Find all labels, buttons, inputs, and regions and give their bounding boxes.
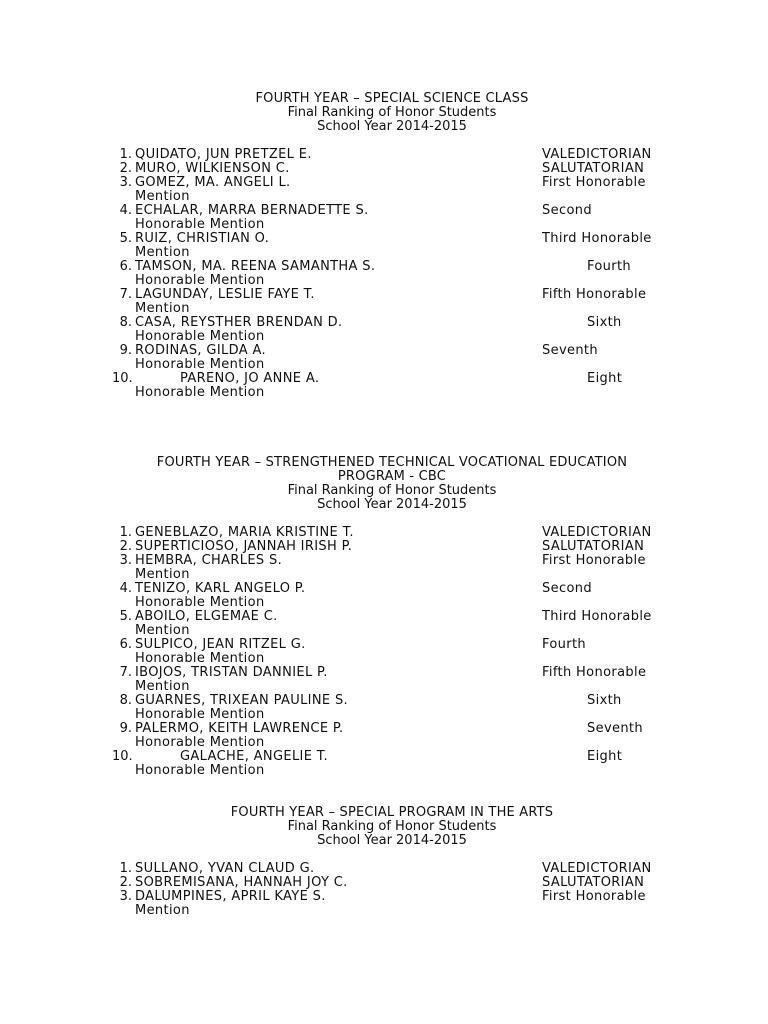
student-name: ECHALAR, MARRA BERNADETTE S. (135, 203, 369, 218)
honor-continuation: Honorable Mention (135, 217, 265, 232)
honor-title: Seventh (587, 721, 643, 736)
list-item (112, 316, 672, 330)
honor-continuation: Mention (135, 301, 190, 316)
rank-number: 2. (119, 875, 132, 890)
honor-title: Fourth (542, 637, 586, 652)
honor-list (112, 526, 672, 778)
list-item (112, 610, 672, 624)
student-name: TENIZO, KARL ANGELO P. (135, 581, 306, 596)
honor-continuation: Honorable Mention (135, 385, 265, 400)
student-name: GENEBLAZO, MARIA KRISTINE T. (135, 525, 354, 540)
honor-title: VALEDICTORIAN (542, 525, 652, 540)
list-item (112, 176, 672, 190)
list-item (112, 666, 672, 680)
section-subtitle: Final Ranking of Honor Students (287, 483, 497, 498)
honor-continuation: Honorable Mention (135, 735, 265, 750)
rank-number: 6. (119, 259, 132, 274)
rank-number: 1. (119, 525, 132, 540)
list-item (112, 540, 672, 554)
student-name: LAGUNDAY, LESLIE FAYE T. (135, 287, 315, 302)
student-name: RODINAS, GILDA A. (135, 343, 266, 358)
honor-title: Eight (587, 749, 623, 764)
honor-continuation: Mention (135, 623, 190, 638)
rank-number: 3. (119, 553, 132, 568)
student-name: SULLANO, YVAN CLAUD G. (135, 861, 315, 876)
list-item (112, 722, 672, 736)
student-name: SOBREMISANA, HANNAH JOY C. (135, 875, 348, 890)
honor-continuation: Honorable Mention (135, 357, 265, 372)
honor-title: Third Honorable (542, 231, 652, 246)
honor-title: Second (542, 203, 592, 218)
list-item (112, 162, 672, 176)
school-year: School Year 2014-2015 (317, 497, 467, 512)
list-item (112, 344, 672, 358)
student-name: TAMSON, MA. REENA SAMANTHA S. (135, 259, 376, 274)
school-year: School Year 2014-2015 (317, 833, 467, 848)
student-name: RUIZ, CHRISTIAN O. (135, 231, 270, 246)
section-heading (112, 456, 672, 512)
honor-title: Fifth Honorable (542, 665, 647, 680)
list-item (112, 232, 672, 246)
honor-continuation: Honorable Mention (135, 763, 265, 778)
honor-title: VALEDICTORIAN (542, 861, 652, 876)
section-title-continuation: PROGRAM - CBC (337, 469, 447, 484)
student-name: HEMBRA, CHARLES S. (135, 553, 283, 568)
section-special-science-class (112, 92, 672, 400)
honor-title: Fourth (587, 259, 631, 274)
list-item (112, 876, 672, 890)
honor-continuation: Honorable Mention (135, 595, 265, 610)
student-name: CASA, REYSTHER BRENDAN D. (135, 315, 343, 330)
list-item (112, 372, 672, 386)
student-name: DALUMPINES, APRIL KAYE S. (135, 889, 326, 904)
student-name: GUARNES, TRIXEAN PAULINE S. (135, 693, 349, 708)
student-name: GOMEZ, MA. ANGELI L. (135, 175, 291, 190)
honor-continuation: Honorable Mention (135, 273, 265, 288)
honor-title: SALUTATORIAN (542, 875, 645, 890)
honor-title: SALUTATORIAN (542, 161, 645, 176)
list-item (112, 750, 672, 764)
honor-list (112, 148, 672, 400)
list-item (112, 526, 672, 540)
list-item (112, 694, 672, 708)
section-special-program-arts (112, 806, 672, 918)
rank-number: 10. (112, 371, 133, 386)
rank-number: 5. (119, 609, 132, 624)
honor-continuation: Honorable Mention (135, 651, 265, 666)
rank-number: 7. (119, 665, 132, 680)
student-name: GALACHE, ANGELIE T. (180, 749, 329, 764)
honor-continuation: Mention (135, 245, 190, 260)
student-name: ABOILO, ELGEMAE C. (135, 609, 278, 624)
list-item (112, 204, 672, 218)
list-item (112, 260, 672, 274)
honor-title: Sixth (587, 693, 622, 708)
student-name: MURO, WILKIENSON C. (135, 161, 290, 176)
rank-number: 2. (119, 161, 132, 176)
rank-number: 5. (119, 231, 132, 246)
honor-title: First Honorable (542, 175, 646, 190)
list-item (112, 890, 672, 904)
honor-continuation: Honorable Mention (135, 707, 265, 722)
honor-continuation: Mention (135, 903, 190, 918)
section-subtitle: Final Ranking of Honor Students (287, 105, 497, 120)
student-name: IBOJOS, TRISTAN DANNIEL P. (135, 665, 328, 680)
honor-title: Second (542, 581, 592, 596)
list-item (112, 638, 672, 652)
honor-continuation: Mention (135, 679, 190, 694)
rank-number: 3. (119, 889, 132, 904)
section-title: FOURTH YEAR – STRENGTHENED TECHNICAL VOCATIONAL EDUCATION (156, 455, 628, 470)
rank-number: 2. (119, 539, 132, 554)
honor-continuation: Mention (135, 189, 190, 204)
rank-number: 9. (119, 721, 132, 736)
rank-number: 10. (112, 749, 133, 764)
list-item (112, 288, 672, 302)
list-item (112, 582, 672, 596)
honor-title: Sixth (587, 315, 622, 330)
section-heading (112, 92, 672, 134)
section-subtitle: Final Ranking of Honor Students (287, 819, 497, 834)
honor-title: SALUTATORIAN (542, 539, 645, 554)
honor-title: Eight (587, 371, 623, 386)
student-name: SUPERTICIOSO, JANNAH IRISH P. (135, 539, 353, 554)
rank-number: 7. (119, 287, 132, 302)
section-title: FOURTH YEAR – SPECIAL PROGRAM IN THE ARTS (230, 805, 554, 820)
list-item (112, 862, 672, 876)
honor-title: Third Honorable (542, 609, 652, 624)
rank-number: 9. (119, 343, 132, 358)
honor-title: First Honorable (542, 889, 646, 904)
rank-number: 1. (119, 861, 132, 876)
honor-continuation: Mention (135, 567, 190, 582)
rank-number: 4. (119, 581, 132, 596)
section-technical-vocational-program (112, 456, 672, 778)
rank-number: 6. (119, 637, 132, 652)
rank-number: 3. (119, 175, 132, 190)
honor-title: First Honorable (542, 553, 646, 568)
rank-number: 8. (119, 693, 132, 708)
honor-list (112, 862, 672, 918)
honor-title: VALEDICTORIAN (542, 147, 652, 162)
honor-continuation: Honorable Mention (135, 329, 265, 344)
section-heading (112, 806, 672, 848)
list-item (112, 148, 672, 162)
section-title: FOURTH YEAR – SPECIAL SCIENCE CLASS (255, 91, 529, 106)
school-year: School Year 2014-2015 (317, 119, 467, 134)
student-name: PALERMO, KEITH LAWRENCE P. (135, 721, 344, 736)
honor-title: Seventh (542, 343, 598, 358)
honor-title: Fifth Honorable (542, 287, 647, 302)
rank-number: 8. (119, 315, 132, 330)
rank-number: 1. (119, 147, 132, 162)
list-item (112, 554, 672, 568)
student-name: PARENO, JO ANNE A. (180, 371, 320, 386)
rank-number: 4. (119, 203, 132, 218)
student-name: SULPICO, JEAN RITZEL G. (135, 637, 306, 652)
student-name: QUIDATO, JUN PRETZEL E. (135, 147, 312, 162)
